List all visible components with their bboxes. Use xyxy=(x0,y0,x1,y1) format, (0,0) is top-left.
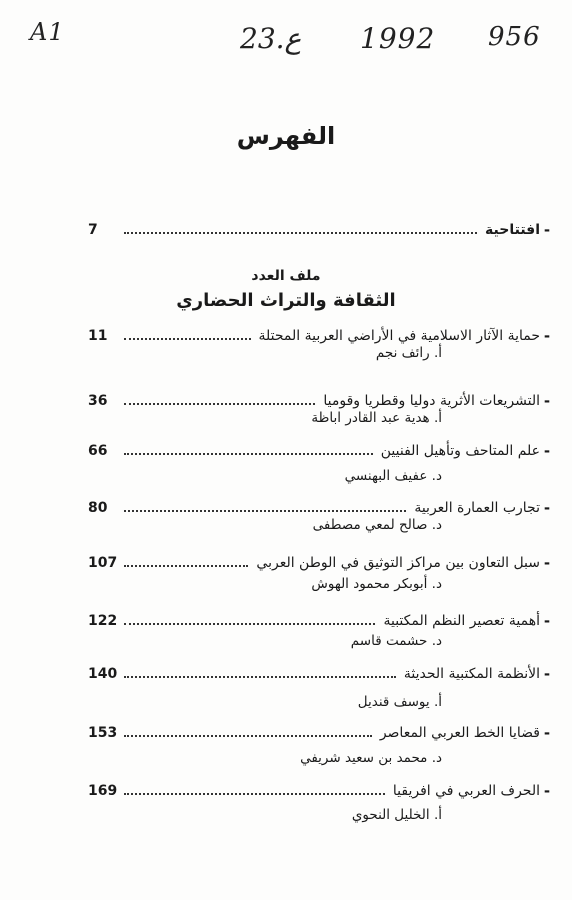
dot-leader xyxy=(124,453,373,455)
page-number: 11 xyxy=(88,328,108,344)
handwritten-year: 1992 xyxy=(360,22,436,55)
handwritten-mark-a1: A1 xyxy=(30,18,65,46)
entry-title: الحرف العربي في افريقيا xyxy=(392,783,540,799)
dot-leader xyxy=(124,565,248,567)
entry-author: أ. هدية عبد القادر اباظة xyxy=(311,410,442,426)
toc-row xyxy=(88,440,554,462)
page-number: 169 xyxy=(88,783,118,799)
page-number: 80 xyxy=(88,500,108,516)
dot-leader xyxy=(124,676,396,678)
dot-leader xyxy=(124,403,315,405)
dot-leader xyxy=(124,232,477,234)
entry-author: د. محمد بن سعيد شريفي xyxy=(300,750,442,766)
bullet-dash: - xyxy=(543,499,551,517)
bullet-dash: - xyxy=(543,442,551,460)
dot-leader xyxy=(124,793,385,795)
toc-row xyxy=(88,722,554,744)
dot-leader xyxy=(124,623,375,625)
toc-row xyxy=(88,325,554,347)
toc-row xyxy=(88,610,554,632)
bullet-dash: - xyxy=(543,221,551,239)
bullet-dash: - xyxy=(543,612,551,630)
handwritten-number: 956 xyxy=(488,22,541,52)
dot-leader xyxy=(124,735,372,737)
toc-row xyxy=(88,390,554,412)
entry-title: افتتاحية xyxy=(485,222,540,238)
page-number: 153 xyxy=(88,725,118,741)
entry-title: حماية الآثار الاسلامية في الأراضي العربية المحتلة xyxy=(258,328,540,344)
entry-author: أ. الخليل النحوي xyxy=(351,807,442,823)
page-number: 122 xyxy=(88,613,118,629)
bullet-dash: - xyxy=(543,724,551,742)
page-number: 66 xyxy=(88,443,108,459)
page-number: 107 xyxy=(88,555,118,571)
entry-title: تجارب العمارة العربية xyxy=(414,500,540,516)
entry-author: د. حشمت قاسم xyxy=(350,633,442,649)
entry-author: د. أبوبكر محمود الهوش xyxy=(311,576,442,592)
entry-author: أ. يوسف قنديل xyxy=(357,694,442,710)
bullet-dash: - xyxy=(543,327,551,345)
entry-author: د. صالح لمعي مصطفى xyxy=(312,517,442,533)
entry-title: التشريعات الأثرية دوليا وقطريا وقوميا xyxy=(323,393,540,409)
entry-title: أهمية تعصير النظم المكتبية xyxy=(383,613,540,629)
bullet-dash: - xyxy=(543,782,551,800)
toc-row xyxy=(88,780,554,802)
toc-row xyxy=(88,497,554,519)
entry-title: قضايا الخط العربي المعاصر xyxy=(379,725,540,741)
entry-title: سبل التعاون بين مراكز التوثيق في الوطن العربي xyxy=(256,555,540,571)
toc-row xyxy=(88,663,554,685)
entry-title: الأنظمة المكتبية الحديثة xyxy=(403,666,540,682)
toc-row-opening xyxy=(88,219,554,241)
page-number: 36 xyxy=(88,393,108,409)
section-kicker: ملف العدد xyxy=(251,268,321,284)
bullet-dash: - xyxy=(543,392,551,410)
entry-title: علم المتاحف وتأهيل الفنيين xyxy=(380,443,540,459)
page-title: الفهرس xyxy=(236,122,336,150)
bullet-dash: - xyxy=(543,665,551,683)
entry-author: د. عفيف البهنسي xyxy=(344,468,442,484)
entry-author: أ. رائف نجم xyxy=(375,345,442,361)
handwritten-code: 23.ع xyxy=(240,22,302,55)
page-number: 7 xyxy=(88,222,98,238)
bullet-dash: - xyxy=(543,554,551,572)
dot-leader xyxy=(124,510,406,512)
section-heading: الثقافة والتراث الحضاري xyxy=(176,290,396,311)
toc-row xyxy=(88,552,554,574)
page-number: 140 xyxy=(88,666,118,682)
dot-leader xyxy=(124,338,251,340)
